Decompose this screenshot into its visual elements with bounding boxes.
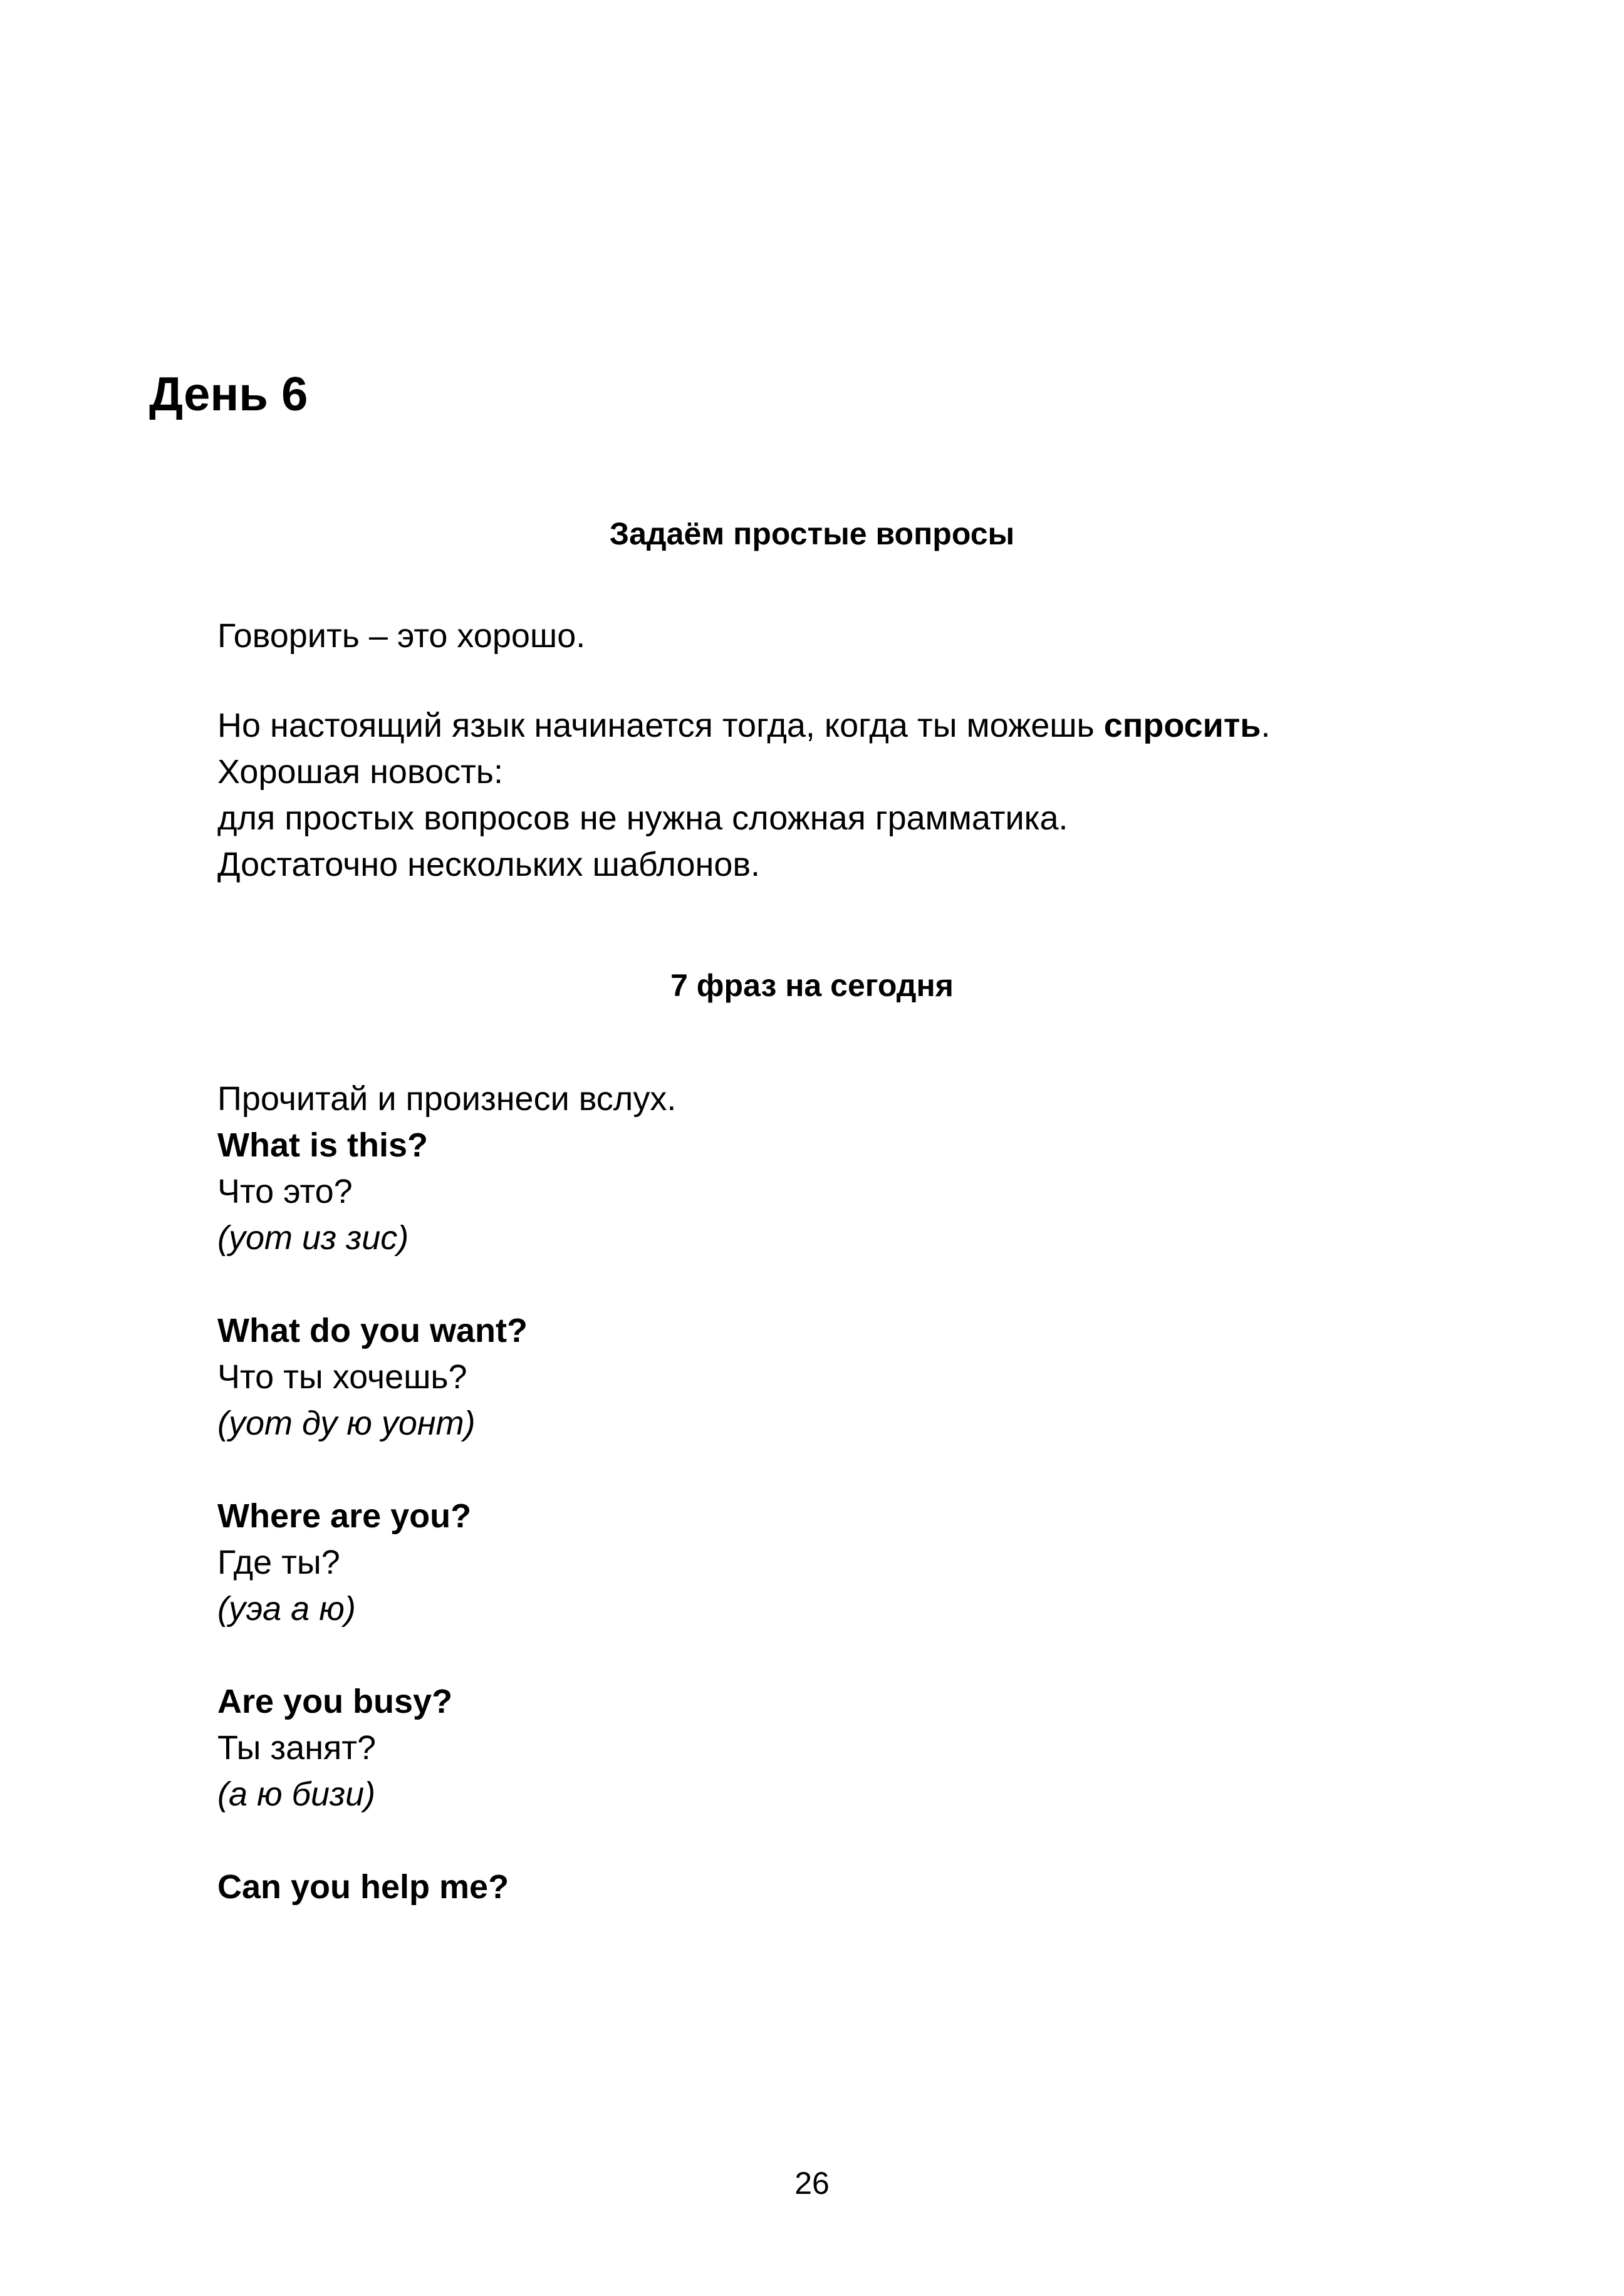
phrase-english: What do you want? [217, 1312, 528, 1349]
phrase-english: Are you busy? [217, 1683, 453, 1720]
phrase-item [217, 1493, 676, 1632]
phrase-transcription: (уот из зис) [217, 1219, 409, 1257]
intro-p1-end: . [1261, 707, 1271, 744]
phrase-list [217, 1076, 676, 1956]
page-number: 26 [794, 2166, 830, 2201]
phrase-english: What is this? [217, 1126, 428, 1164]
intro-p1-emphasis: спросить [1103, 707, 1261, 744]
phrase-english: Where are you? [217, 1497, 472, 1535]
section-title-phrases: 7 фраз на сегодня [670, 968, 954, 1003]
phrase-transcription: (уот ду ю уонт) [217, 1405, 476, 1442]
intro-body [217, 702, 1270, 888]
intro-p1 [217, 702, 1270, 749]
phrase-transcription: (а ю бизи) [217, 1775, 376, 1813]
instruction-text: Прочитай и произнеси вслух. [217, 1080, 677, 1118]
intro-line: Говорить – это хорошо. [217, 617, 586, 655]
phrase-transcription: (уэа а ю) [217, 1590, 356, 1628]
phrase-item [217, 1122, 676, 1261]
page-title: День 6 [149, 368, 308, 421]
intro-p2: Хорошая новость: [217, 753, 503, 791]
intro-paragraph [217, 613, 585, 659]
phrase-item [217, 1864, 676, 1910]
section-title-simple-questions: Задаём простые вопросы [609, 516, 1015, 551]
phrase-item [217, 1307, 676, 1447]
phrase-russian: Где ты? [217, 1544, 340, 1581]
intro-p4: Достаточно нескольких шаблонов. [217, 846, 761, 883]
intro-p1-text: Но настоящий язык начинается тогда, когда ты можешь [217, 707, 1104, 744]
phrase-russian: Ты занят? [217, 1729, 377, 1767]
phrase-russian: Что ты хочешь? [217, 1358, 467, 1396]
phrase-item [217, 1678, 676, 1817]
phrase-russian: Что это? [217, 1173, 353, 1210]
phrase-english: Can you help me? [217, 1868, 509, 1906]
intro-p3: для простых вопросов не нужна сложная грамматика. [217, 799, 1068, 837]
